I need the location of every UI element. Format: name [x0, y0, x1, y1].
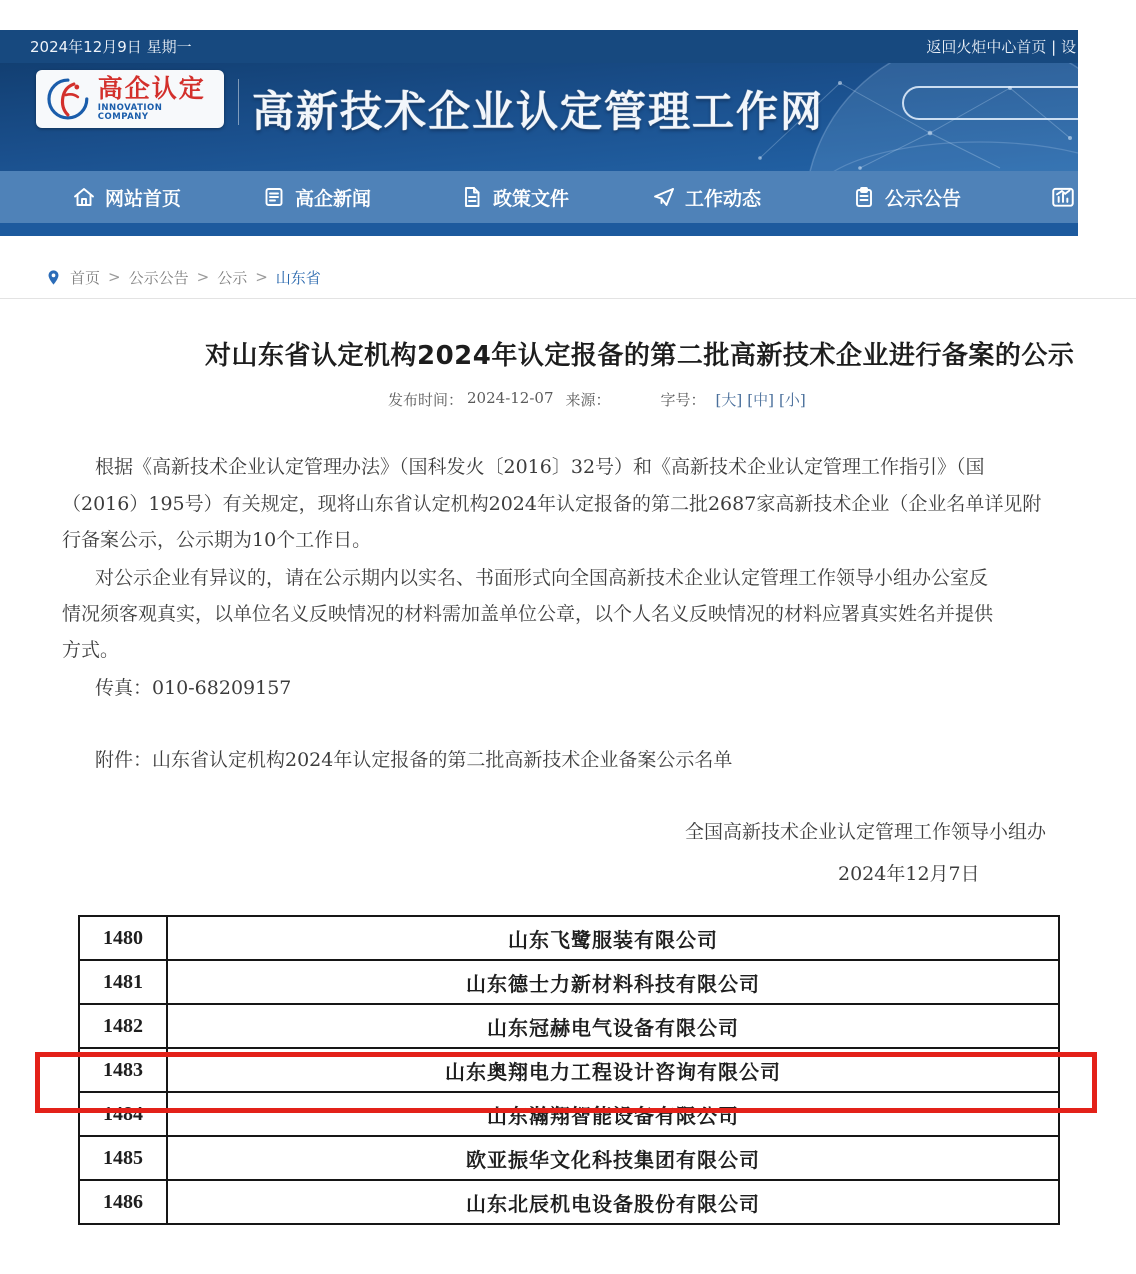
table-row-highlighted	[79, 1048, 1059, 1092]
publish-time-value: 2024-12-07	[467, 389, 554, 407]
top-bar	[0, 30, 1078, 63]
row-number: 1481	[79, 960, 167, 1004]
bar-chart-icon	[1050, 184, 1076, 210]
innovation-logo-icon	[44, 75, 92, 123]
nav-bottom-strip	[0, 223, 1078, 236]
site-banner	[0, 63, 1078, 171]
breadcrumb-shandong[interactable]: 山东省	[275, 268, 321, 287]
announcement-article	[0, 299, 1136, 915]
paragraph-line: 方式。	[62, 639, 120, 661]
current-date: 2024年12月9日 星期一	[30, 38, 192, 56]
site-title: 高新技术企业认定管理工作网	[252, 87, 825, 136]
source-label: 来源：	[565, 391, 611, 409]
nav-item-statistics[interactable]	[1050, 171, 1076, 223]
paragraph-line: 根据《高新技术企业认定管理办法》（国科发火〔2016〕32号）和《高新技术企业认定管理工作指引》（国	[95, 456, 985, 478]
font-size-medium[interactable]: [中]	[747, 391, 774, 409]
table-row	[79, 1092, 1059, 1136]
breadcrumb-announcements[interactable]: 公示公告	[128, 268, 189, 287]
table-row	[79, 1136, 1059, 1180]
logo-title: 高企认定	[97, 73, 206, 103]
company-name: 山东飞鹭服装有限公司	[167, 916, 1059, 960]
row-number: 1480	[79, 916, 167, 960]
paragraph-line: 行备案公示，公示期为10个工作日。	[62, 529, 372, 551]
company-name: 山东北辰机电设备股份有限公司	[167, 1180, 1059, 1224]
row-number: 1483	[79, 1048, 167, 1092]
font-size-label: 字号：	[660, 391, 706, 409]
row-number: 1485	[79, 1136, 167, 1180]
breadcrumb	[0, 264, 1136, 290]
row-number: 1486	[79, 1180, 167, 1224]
table-row	[79, 1004, 1059, 1048]
home-icon	[72, 185, 96, 209]
topbar-links[interactable]: 返回火炬中心首页 | 设	[926, 38, 1076, 56]
company-table	[78, 915, 1060, 1225]
nav-label: 公示公告	[885, 187, 962, 210]
site-header	[0, 30, 1078, 236]
table-row	[79, 916, 1059, 960]
signature-date: 2024年12月7日	[838, 863, 980, 885]
paragraph-line: （2016）195号）有关规定，现将山东省认定机构2024年认定报备的第二批2687家高新技术企业（企业名单详见附	[62, 493, 1042, 515]
attachment-line[interactable]: 附件：山东省认定机构2024年认定报备的第二批高新技术企业备案公示名单	[95, 749, 733, 771]
logo-text	[97, 73, 216, 123]
font-size-large[interactable]: [大]	[715, 391, 743, 409]
company-name: 山东德士力新材料科技有限公司	[167, 960, 1059, 1004]
paper-plane-icon	[652, 185, 676, 209]
nav-label: 政策文件	[493, 187, 570, 210]
site-logo[interactable]	[36, 70, 224, 128]
logo-divider	[238, 79, 239, 125]
breadcrumb-home[interactable]: 首页	[70, 268, 101, 287]
nav-item-dynamics[interactable]	[652, 171, 761, 223]
publish-time-label: 发布时间：	[388, 391, 464, 409]
company-name: 山东奥翔电力工程设计咨询有限公司	[167, 1048, 1059, 1092]
fax-line: 传真：010-68209157	[95, 677, 292, 699]
company-name: 欧亚振华文化科技集团有限公司	[167, 1136, 1059, 1180]
news-icon	[262, 185, 286, 209]
paragraph-line: 对公示企业有异议的，请在公示期内以实名、书面形式向全国高新技术企业认定管理工作领导小组办公室反	[95, 567, 989, 589]
nav-label: 网站首页	[105, 187, 182, 210]
article-meta	[388, 389, 806, 410]
breadcrumb-separator: >	[108, 268, 121, 286]
table-row	[79, 960, 1059, 1004]
company-name: 山东冠赫电气设备有限公司	[167, 1004, 1059, 1048]
page-title: 对山东省认定机构2024年认定报备的第二批高新技术企业进行备案的公示	[205, 341, 1075, 371]
breadcrumb-publicity[interactable]: 公示	[217, 268, 248, 287]
font-size-controls	[716, 389, 806, 410]
company-name: 山东瀚翔智能设备有限公司	[167, 1092, 1059, 1136]
policy-icon	[460, 185, 484, 209]
nav-label: 工作动态	[685, 187, 762, 210]
paragraph-line: 情况须客观真实，以单位名义反映情况的材料需加盖单位公章，以个人名义反映情况的材料应署真实姓名并提供	[62, 603, 994, 625]
row-number: 1482	[79, 1004, 167, 1048]
breadcrumb-separator: >	[196, 268, 210, 286]
table-row	[79, 1180, 1059, 1224]
nav-item-news[interactable]	[262, 171, 371, 223]
main-nav	[0, 171, 1078, 223]
search-input[interactable]	[902, 86, 1078, 120]
clipboard-icon	[852, 185, 876, 209]
nav-item-announcements[interactable]	[852, 171, 961, 223]
font-size-small[interactable]: [小]	[778, 391, 806, 409]
row-number: 1484	[79, 1092, 167, 1136]
breadcrumb-separator: >	[255, 268, 268, 286]
nav-item-home[interactable]	[72, 171, 181, 223]
nav-item-policy[interactable]	[460, 171, 569, 223]
nav-label: 高企新闻	[295, 187, 372, 210]
logo-subtitle: INNOVATION COMPANY	[97, 103, 163, 123]
location-pin-icon	[45, 269, 62, 286]
signature-org: 全国高新技术企业认定管理工作领导小组办	[685, 821, 1047, 843]
